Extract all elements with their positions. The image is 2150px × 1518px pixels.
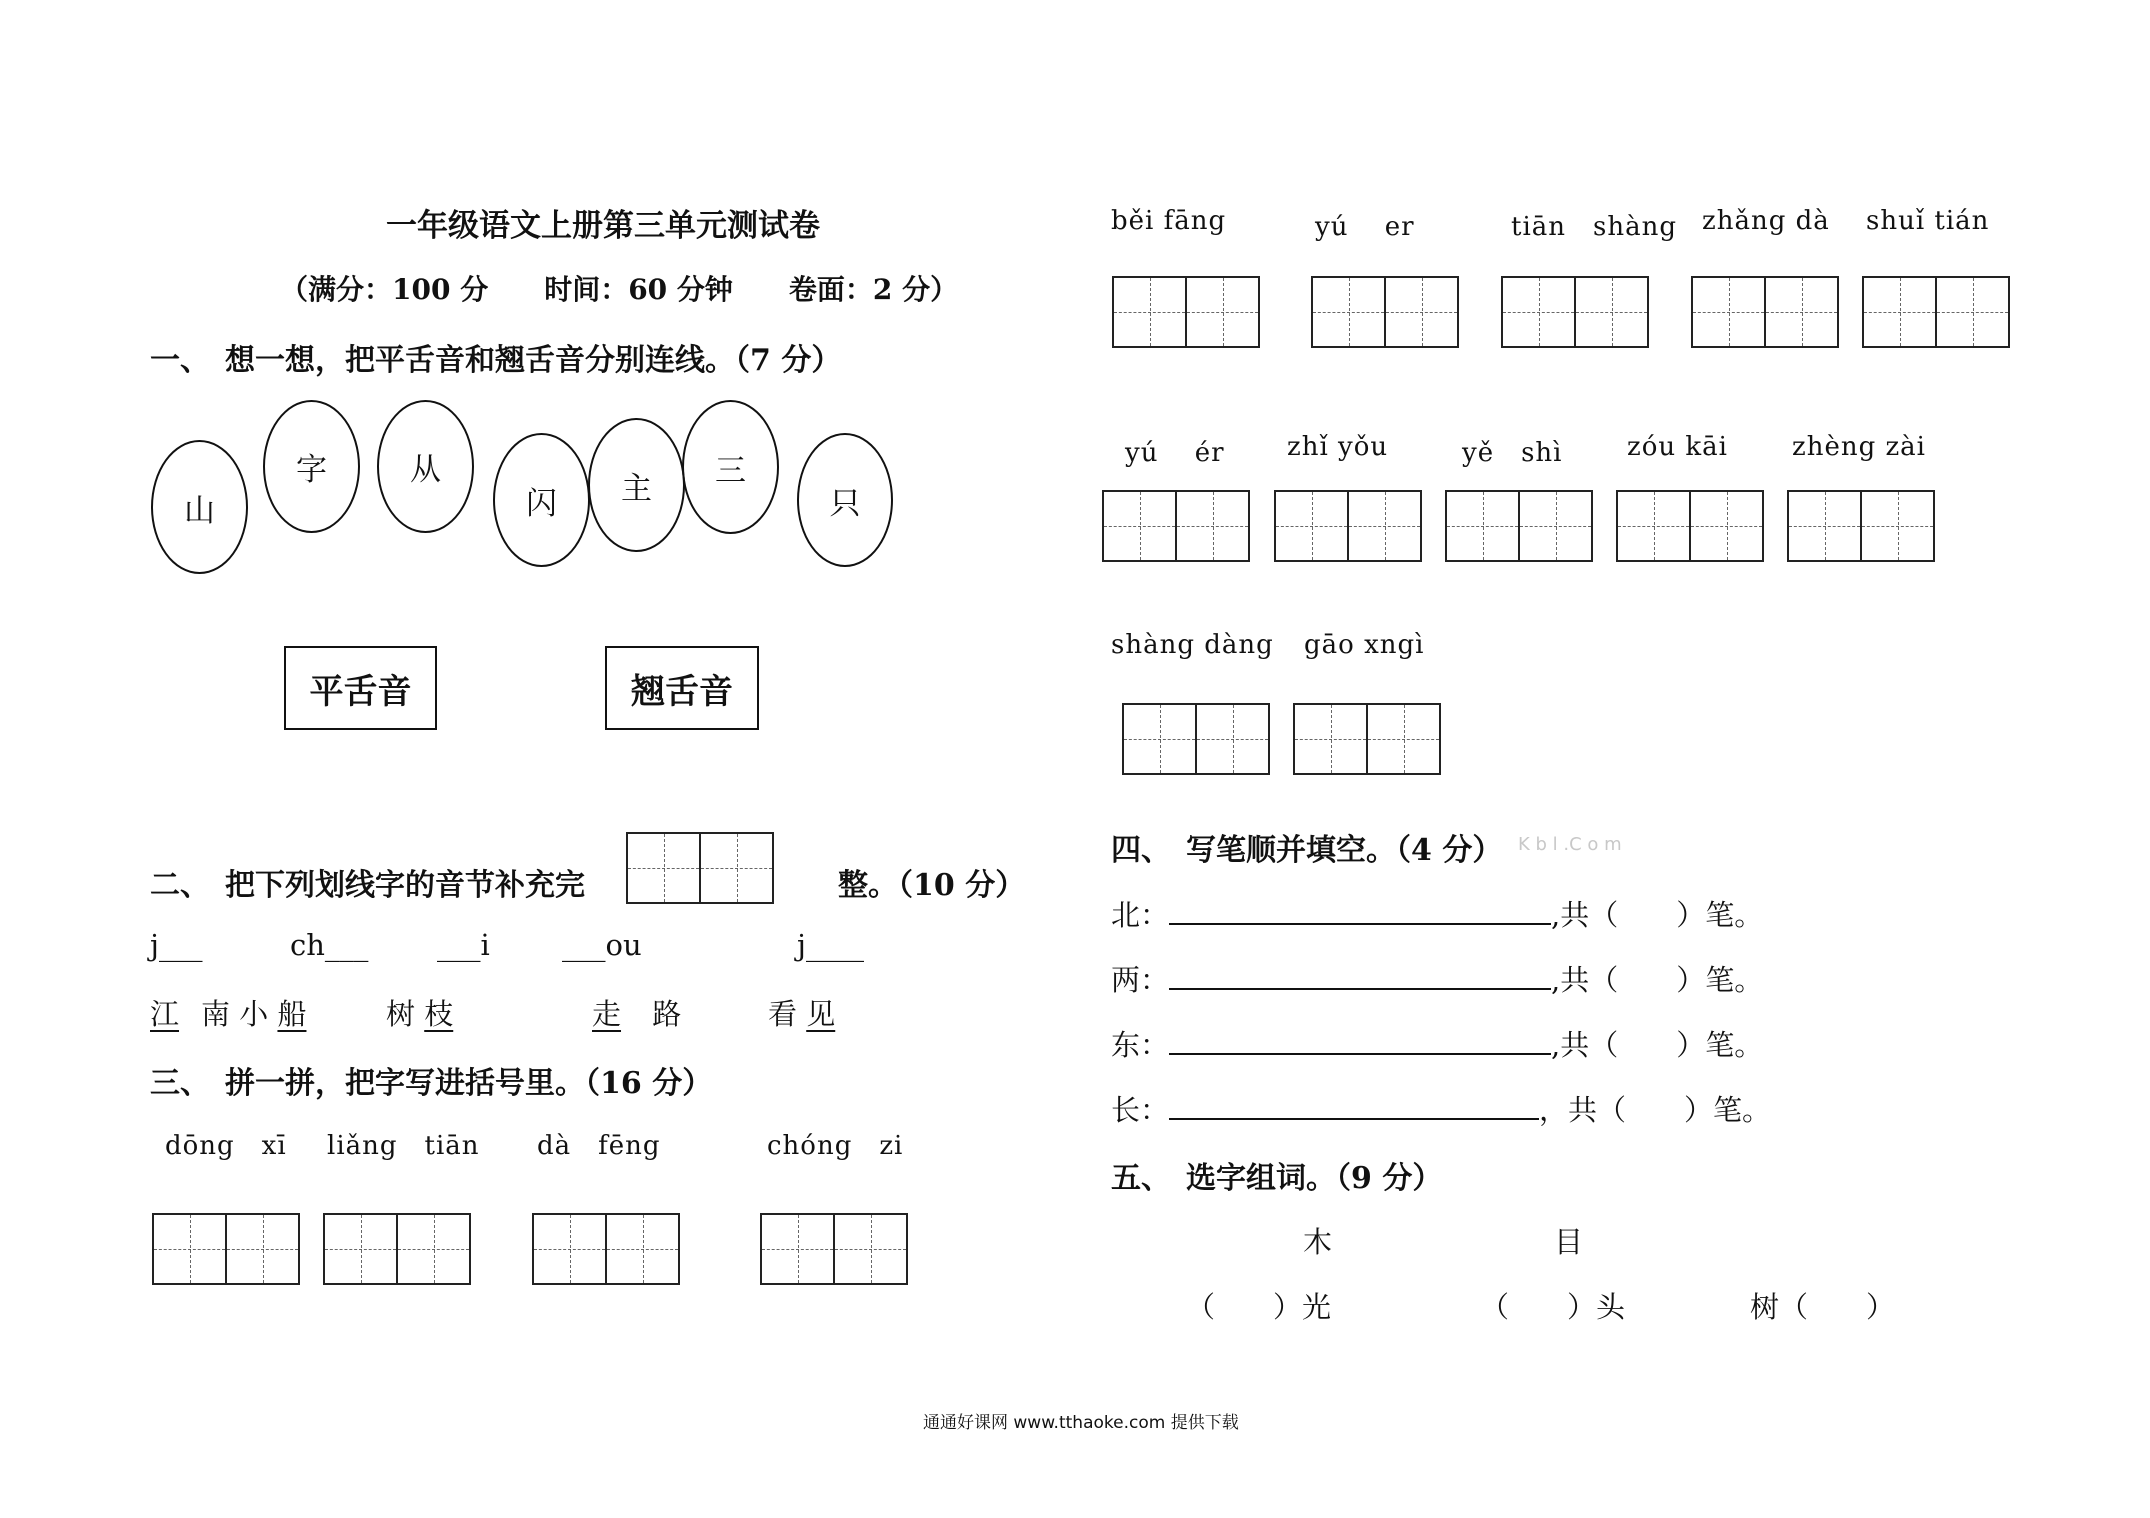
section5-heading: 五、 选字组词。（9 分） [1111, 1161, 1443, 1196]
writing-grid[interactable] [323, 1213, 471, 1285]
writing-grid[interactable] [760, 1213, 908, 1285]
exam-meta: （满分：100 分 时间：60 分钟 卷面：2 分） [280, 273, 959, 306]
writing-grid[interactable] [1862, 276, 2010, 348]
pinyin-label: gāo xngì [1304, 630, 1425, 660]
section3-heading: 三、 拼一拼，把字写进括号里。（16 分） [150, 1066, 713, 1101]
option-char: 目 [1554, 1225, 1584, 1259]
writing-grid[interactable] [152, 1213, 300, 1285]
pinyin-label: zhǎng dà [1702, 206, 1830, 236]
page-title: 一年级语文上册第三单元测试卷 [386, 208, 820, 244]
writing-grid[interactable] [626, 832, 774, 904]
pinyin-blank[interactable]: ___ou [562, 928, 642, 962]
writing-grid[interactable] [1293, 703, 1441, 775]
word-blank[interactable]: 树（ ） [1750, 1290, 1896, 1324]
writing-grid[interactable] [1274, 490, 1422, 562]
writing-grid[interactable] [1311, 276, 1459, 348]
pinyin-label: dōng xī [165, 1131, 287, 1161]
watermark: K b l .C o m [1518, 834, 1622, 855]
section4-heading: 四、 写笔顺并填空。（4 分） [1111, 833, 1503, 868]
word-jiangnan: 江 南 小 船 [150, 997, 307, 1031]
word-shuzhi: 树 枝 [386, 997, 454, 1031]
pinyin-label: běi fāng [1111, 206, 1227, 236]
char-oval[interactable]: 闪 [493, 433, 590, 567]
option-char: 木 [1303, 1225, 1333, 1259]
stroke-line[interactable] [1169, 962, 1551, 990]
pinyin-label: dà fēng [537, 1131, 661, 1161]
word-blank[interactable]: （ ）光 [1186, 1290, 1332, 1324]
writing-grid[interactable] [1112, 276, 1260, 348]
writing-grid[interactable] [1445, 490, 1593, 562]
pinyin-label: shuǐ tián [1866, 206, 1990, 236]
pinyin-blank[interactable]: j___ [150, 928, 203, 962]
writing-grid[interactable] [532, 1213, 680, 1285]
char-oval[interactable]: 从 [377, 400, 474, 533]
section1-heading: 一、 想一想，把平舌音和翘舌音分别连线。（7 分） [150, 343, 842, 378]
pinyin-blank[interactable]: j____ [797, 928, 864, 962]
char-oval[interactable]: 三 [682, 400, 779, 534]
char-oval[interactable]: 只 [797, 433, 893, 567]
footer: 通通好课网 www.tthaoke.com 提供下载 [923, 1413, 1239, 1433]
section2-heading-end: 整。（10 分） [838, 868, 1026, 903]
pinyin-blank[interactable]: ___i [437, 928, 490, 962]
pinyin-label: yě shì [1462, 438, 1563, 468]
writing-grid[interactable] [1787, 490, 1935, 562]
stroke-row: 两： ,共（ ）笔。 [1111, 963, 1764, 997]
flat-tongue-box[interactable]: 平舌音 [284, 646, 437, 730]
pinyin-label: liǎng tiān [327, 1131, 480, 1161]
writing-grid[interactable] [1501, 276, 1649, 348]
stroke-line[interactable] [1169, 897, 1551, 925]
pinyin-label: yú er [1315, 212, 1415, 242]
writing-grid[interactable] [1616, 490, 1764, 562]
pinyin-label: shàng dàng [1111, 630, 1274, 660]
pinyin-label: zóu kāi [1627, 432, 1728, 462]
word-kanjian: 看 见 [768, 997, 836, 1031]
word-zoulu: 走 路 [592, 997, 682, 1031]
pinyin-label: zhǐ yǒu [1287, 432, 1389, 462]
writing-grid[interactable] [1691, 276, 1839, 348]
pinyin-blank[interactable]: ch___ [290, 928, 369, 962]
pinyin-label: yú ér [1125, 438, 1225, 468]
pinyin-label: chóng zi [767, 1131, 904, 1161]
stroke-row: 长： ，共（ ）笔。 [1111, 1093, 1772, 1127]
char-oval[interactable]: 主 [588, 418, 685, 552]
writing-grid[interactable] [1102, 490, 1250, 562]
stroke-line[interactable] [1169, 1092, 1539, 1120]
writing-grid[interactable] [1122, 703, 1270, 775]
retroflex-box[interactable]: 翘舌音 [605, 646, 759, 730]
word-blank[interactable]: （ ）头 [1480, 1290, 1626, 1324]
section2-heading: 二、 把下列划线字的音节补充完 [150, 868, 585, 903]
char-oval[interactable]: 字 [263, 400, 360, 533]
stroke-row: 东： ,共（ ）笔。 [1111, 1028, 1764, 1062]
stroke-row: 北： ,共（ ）笔。 [1111, 898, 1764, 932]
pinyin-label: zhèng zài [1792, 432, 1926, 462]
char-oval[interactable]: 山 [151, 440, 248, 574]
stroke-line[interactable] [1169, 1027, 1551, 1055]
pinyin-label: tiān shàng [1511, 212, 1677, 242]
